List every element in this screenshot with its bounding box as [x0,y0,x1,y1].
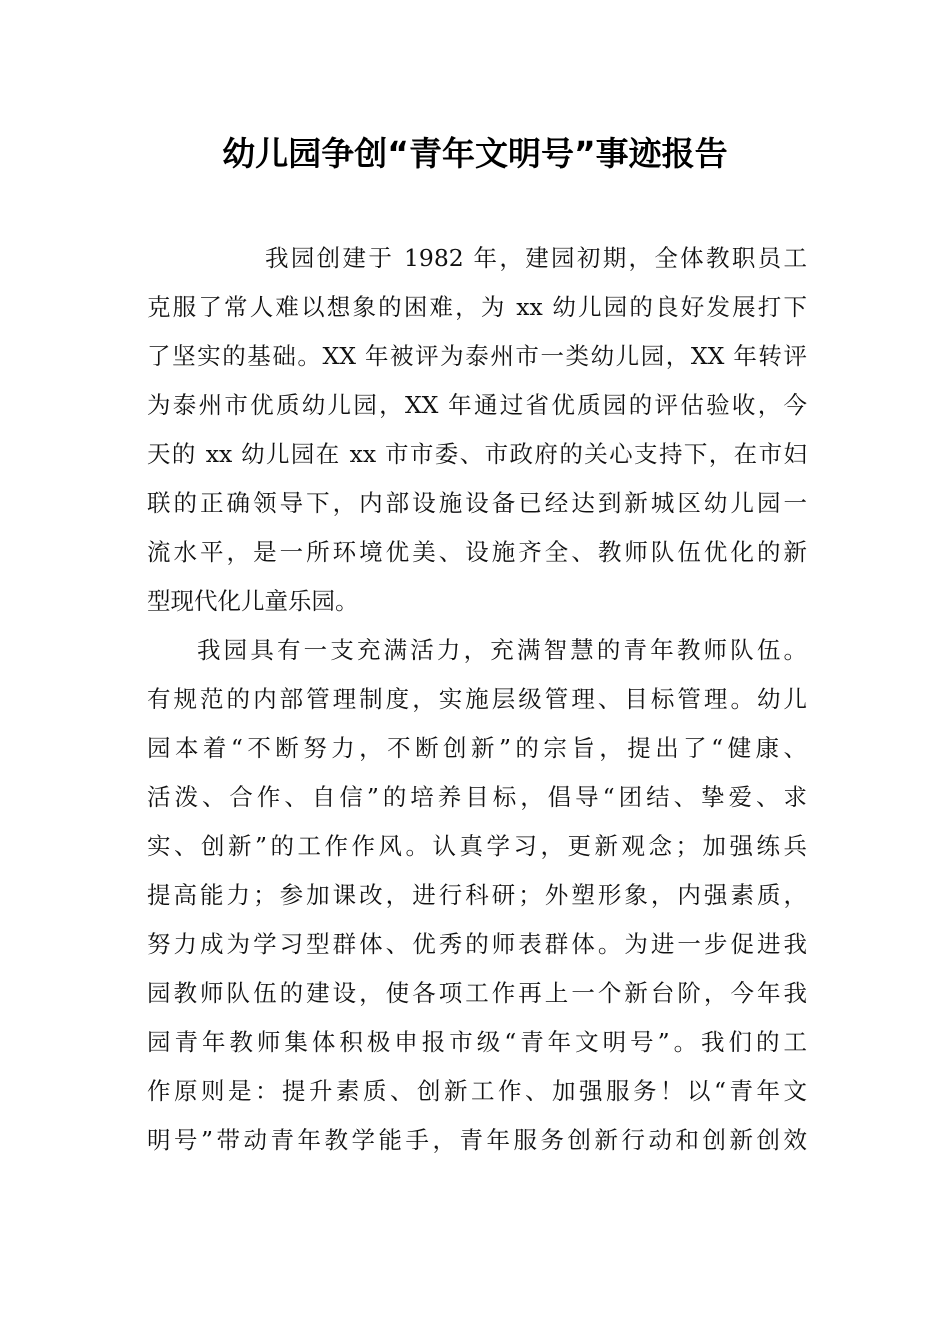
text-line: 提高能力；参加课改，进行科研；外塑形象，内强素质， [147,881,807,909]
document-body [147,234,807,1165]
text-line: 努力成为学习型群体、优秀的师表群体。为进一步促进我 [147,930,807,958]
text-line: 为泰州市优质幼儿园，XX 年通过省优质园的评估验收，今 [147,391,807,419]
paragraph-2 [147,626,807,1165]
document-title: 幼儿园争创“青年文明号”事迹报告 [222,134,728,173]
text-line: 作原则是：提升素质、创新工作、加强服务！以“青年文 [147,1077,807,1105]
text-line: 活泼、合作、自信”的培养目标，倡导“团结、挚爱、求 [147,783,807,811]
text-line: 明号”带动青年教学能手，青年服务创新行动和创新创效 [147,1126,807,1154]
text-line: 我园具有一支充满活力，充满智慧的青年教师队伍。 [197,636,807,664]
text-line: 联的正确领导下，内部设施设备已经达到新城区幼儿园一 [147,489,807,517]
text-line: 实、创新”的工作作风。认真学习，更新观念；加强练兵 [147,832,807,860]
text-line: 流水平，是一所环境优美、设施齐全、教师队伍优化的新 [147,538,807,566]
text-line: 天的 xx 幼儿园在 xx 市市委、市政府的关心支持下，在市妇 [147,440,807,468]
text-line: 有规范的内部管理制度，实施层级管理、目标管理。幼儿 [147,685,807,713]
text-line: 我园创建于 1982 年，建园初期，全体教职员工 [265,244,807,272]
text-line: 型现代化儿童乐园。 [147,587,359,615]
text-line: 园青年教师集体积极申报市级“青年文明号”。我们的工 [147,1028,807,1056]
text-line: 克服了常人难以想象的困难，为 xx 幼儿园的良好发展打下 [147,293,807,321]
paragraph-1 [147,234,807,626]
text-line: 园教师队伍的建设，使各项工作再上一个新台阶，今年我 [147,979,807,1007]
text-line: 园本着“不断努力，不断创新”的宗旨，提出了“健康、 [147,734,807,762]
text-line: 了坚实的基础。XX 年被评为泰州市一类幼儿园，XX 年转评 [147,342,807,370]
